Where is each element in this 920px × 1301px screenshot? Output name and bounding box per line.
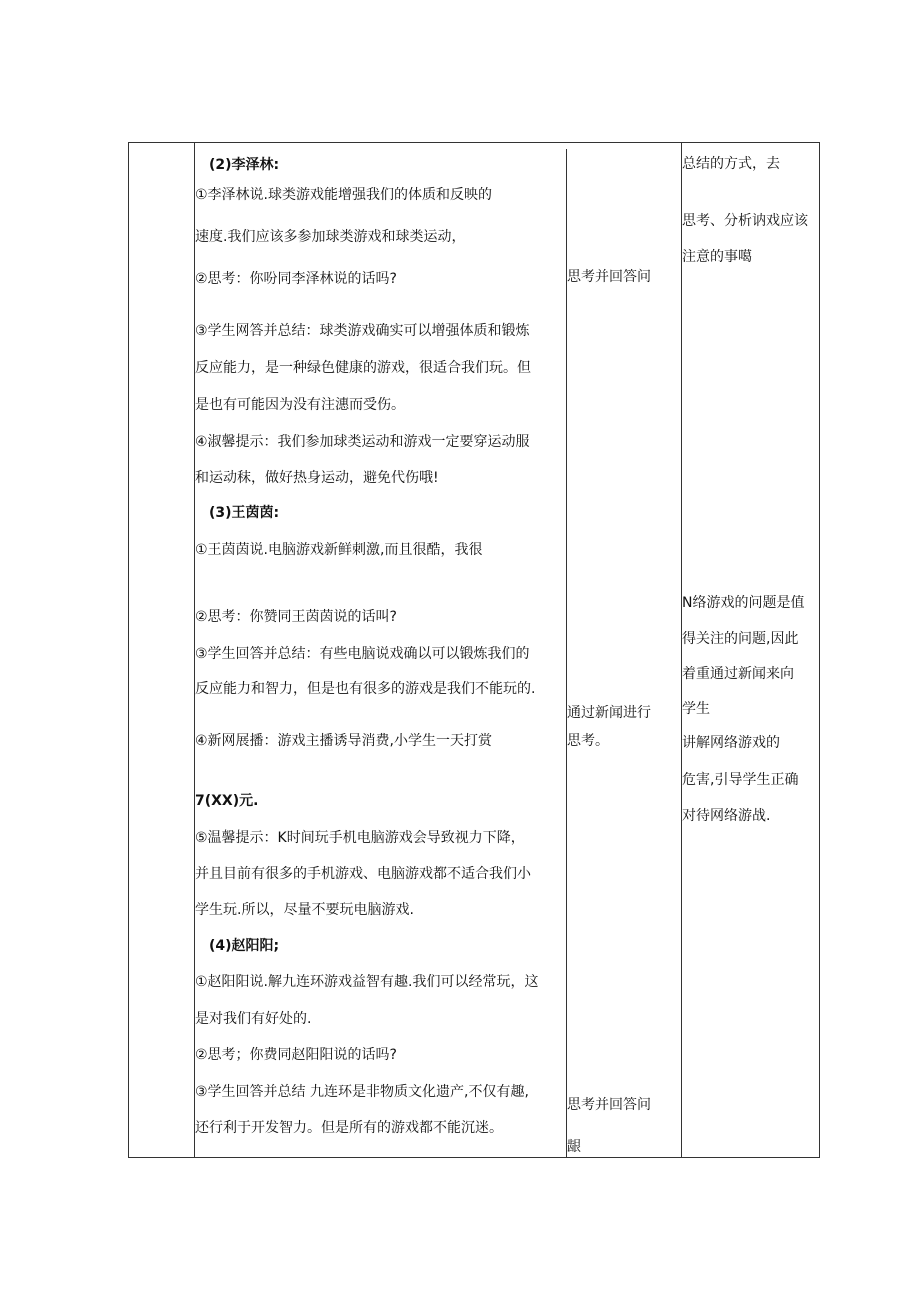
content-line: ③学生回答并总结 九连环是非物质文化遗产,不仅有趣, [195, 1084, 529, 1100]
content-line: ③学生网答并总结：球类游戏确实可以增强体质和锻炼 [195, 323, 530, 339]
student-activity-line: 通过新闻进行 [567, 705, 651, 721]
column-divider [681, 143, 682, 1157]
content-line: ①赵阳阳说.解九连环游戏益智有趣.我们可以经常玩，这 [195, 974, 539, 990]
design-intent-line: 对待网络游战. [682, 808, 771, 824]
lesson-plan-table [128, 142, 820, 1158]
content-line: ①李泽林说.球类游戏能增强我们的体质和反映的 [195, 187, 492, 203]
design-intent-line: 得关注的问题,因此 [682, 631, 799, 647]
content-line: 并且目前有很多的手机游戏、电脑游戏都不适合我们小 [195, 866, 531, 882]
section-heading-3: (3)王茵茵: [209, 505, 280, 521]
design-intent-line: 总结的方式，去 [682, 156, 780, 172]
content-line: 7(XX)元. [195, 793, 259, 809]
content-line: 学生玩.所以，尽量不要玩电脑游戏. [195, 902, 414, 918]
student-activity-line: 思考并回答问 [567, 269, 651, 285]
content-line: ④淑馨提示：我们参加球类运动和游戏一定要穿运动服 [195, 434, 530, 450]
design-intent-line: N络游戏的问题是值 [682, 595, 805, 611]
design-intent-line: 讲解网络游戏的 [682, 735, 780, 751]
content-line: ②思考：你赞同王茵茵说的话叫? [195, 609, 397, 625]
content-line: ②思考；你费同赵阳阳说的话吗? [195, 1047, 397, 1063]
content-line: ⑤温馨提示：K时间玩手机电脑游戏会导致视力下降， [195, 830, 525, 846]
content-line: ①王茵茵说.电脑游戏新鲜刺激,而且很酷，我很 [195, 542, 483, 558]
content-line: 是对我们有好处的. [195, 1011, 312, 1027]
design-intent-line: 注意的事噶 [682, 249, 752, 265]
content-line: ④新网展播：游戏主播诱导消费,小学生一天打赏 [195, 733, 492, 749]
content-line: ②思考：你吩同李泽林说的话吗? [195, 271, 397, 287]
content-line: 是也有可能因为没有注潓而受伤。 [195, 397, 405, 413]
student-activity-line: 龈 [567, 1139, 581, 1155]
content-line: 还行利于开发智力。但是所有的游戏都不能沉迷。 [195, 1120, 503, 1136]
design-intent-line: 危害,引导学生正确 [682, 772, 799, 788]
content-line: 和运动秣，做好热身运动，避免代伤哦! [195, 470, 439, 486]
section-heading-2: (2)李泽林: [209, 157, 280, 173]
content-line: ③学生回答并总结：有些电脑说戏确以可以锻炼我们的 [195, 646, 530, 662]
design-intent-line: 着重通过新闻来向 [682, 666, 794, 682]
design-intent-line: 思考、分析讷戏应该 [682, 213, 808, 229]
student-activity-line: 思考。 [567, 733, 609, 749]
content-line: 反应能力，是一种绿色健康的游戏，很适合我们玩。但 [195, 360, 531, 376]
design-intent-line: 学生 [682, 701, 710, 717]
student-activity-line: 思考并回答问 [567, 1097, 651, 1113]
column-divider [566, 149, 567, 1157]
content-line: 反应能力和智力，但是也有很多的游戏是我们不能玩的. [195, 681, 536, 697]
section-heading-4: (4)赵阳阳; [209, 938, 280, 954]
content-line: 速度.我们应该多参加球类游戏和球类运动， [195, 229, 466, 245]
